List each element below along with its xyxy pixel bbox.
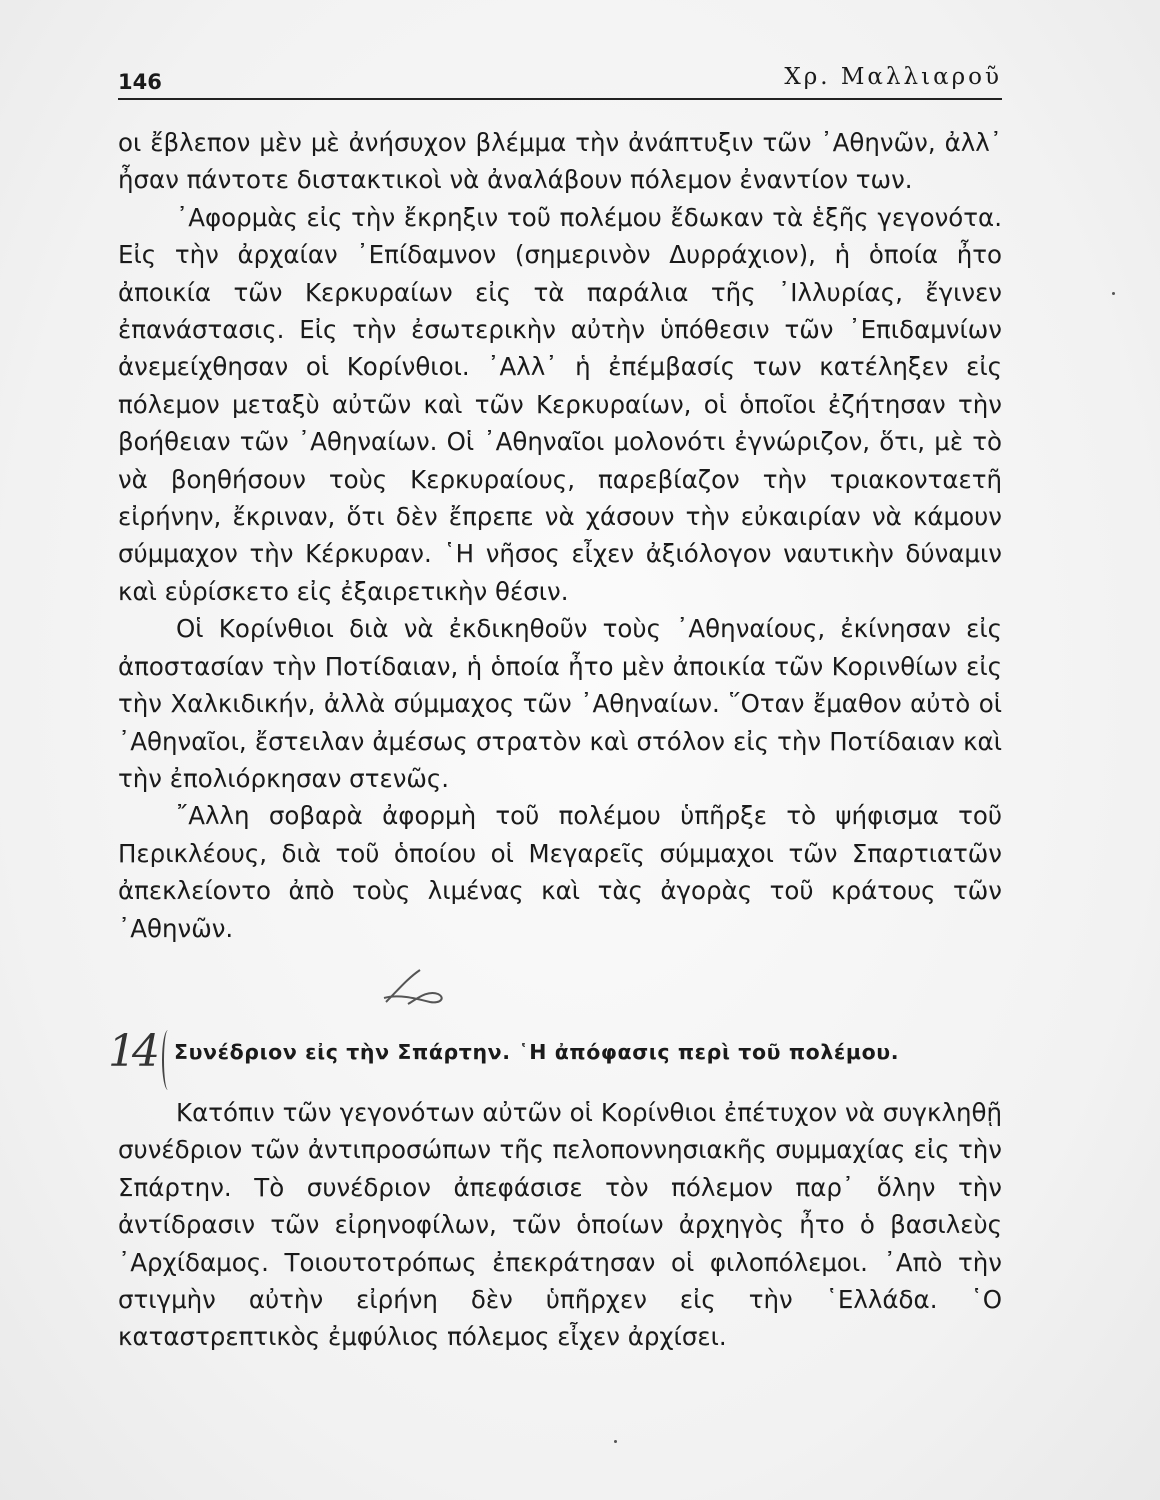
paragraph-2: ᾽Αφορμὰς εἰς τὴν ἔκρηξιν τοῦ πολέμου ἔδωκαν τὰ ἑξῆς γεγονότα. Εἰς τὴν ἀρχαίαν ᾽Επίδαμνον (σημερινὸν Δυρράχιον), ἡ ὁποία ἦτο ἀποικία τῶν Κερκυραίων εἰς τὰ παράλια τῆς ᾽Ιλλυρίας, ἔγινεν ἐπανάστασις. Εἰς τὴν ἐσωτερικὴν αὐτὴν ὑπόθεσιν τῶν ᾽Επιδαμνίων ἀνεμείχθησαν οἱ Κορίνθιοι. ᾽Αλλ᾽ ἡ ἐπέμβασίς των κατέληξεν εἰς πόλεμον μεταξὺ αὐτῶν καὶ τῶν Κερκυραίων, οἱ ὁποῖοι ἐζήτησαν τὴν βοήθειαν τῶν ᾽Αθηναίων. Οἱ ᾽Αθηναῖοι μολονότι ἐγνώριζον, ὅτι, μὲ τὸ νὰ βοηθήσουν τοὺς Κερκυραίους, παρεβίαζον τὴν τριακονταετῆ εἰρήνην, ἔκριναν, ὅτι δὲν ἔπρεπε νὰ χάσουν τὴν εὐκαιρίαν νὰ κάμουν σύμμαχον τὴν Κέρκυραν. ῾Η νῆσος εἶχεν ἀξιόλογον ναυτικὴν δύναμιν καὶ εὑρίσκετο εἰς ἐξαιρετικὴν θέσιν. bbox=[118, 202, 1002, 606]
paragraph-4: ῎Αλλη σοβαρὰ ἀφορμὴ τοῦ πολέμου ὑπῆρξε τὸ ψήφισμα τοῦ Περικλέους, διὰ τοῦ ὁποίου οἱ Μεγαρεῖς σύμμαχοι τῶν Σπαρτιατῶν ἀπεκλείοντο ἀπὸ τοὺς λιμένας καὶ τὰς ἀγορὰς τοῦ κράτους τῶν ᾽Αθηνῶν. bbox=[118, 801, 1002, 943]
pencil-cross-mark bbox=[378, 968, 448, 1008]
main-text bbox=[118, 124, 1002, 947]
scan-speck bbox=[1112, 292, 1115, 295]
paragraph-3: Οἱ Κορίνθιοι διὰ νὰ ἐκδικηθοῦν τοὺς ᾽Αθηναίους, ἐκίνησαν εἰς ἀποστασίαν τὴν Ποτίδαιαν, ἡ ὁποία ἦτο μὲν ἀποικία τῶν Κορινθίων εἰς τὴν Χαλκιδικήν, ἀλλὰ σύμμαχος τῶν ᾽Αθηναίων. ῞Οταν ἔμαθον αὐτὸ οἱ ᾽Αθηναῖοι, ἔστειλαν ἀμέσως στρατὸν καὶ στόλον εἰς τὴν Ποτίδαιαν καὶ τὴν ἐπολιόρκησαν στενῶς. bbox=[118, 614, 1002, 793]
scan-speck bbox=[614, 1440, 617, 1443]
running-title: Χρ. Μαλλιαροῦ bbox=[784, 64, 1002, 90]
section-text bbox=[118, 1094, 1002, 1356]
section-heading: Συνέδριον εἰς τὴν Σπάρτην. ῾Η ἀπόφασις περὶ τοῦ πολέμου. bbox=[174, 1040, 900, 1064]
section-paragraph: Κατόπιν τῶν γεγονότων αὐτῶν οἱ Κορίνθιοι ἐπέτυχον νὰ συγκληθῇ συνέδριον τῶν ἀντιπροσώπων τῆς πελοποννησιακῆς συμμαχίας εἰς τὴν Σπάρτην. Τὸ συνέδριον ἀπεφάσισε τὸν πόλεμον παρ᾽ ὅλην τὴν ἀντίδρασιν τῶν εἰρηνοφίλων, τῶν ὁποίων ἀρχηγὸς ἦτο ὁ βασιλεὺς ᾽Αρχίδαμος. Τοιουτοτρόπως ἐπεκράτησαν οἱ φιλοπόλεμοι. ᾽Απὸ τὴν στιγμὴν αὐτὴν εἰρήνη δὲν ὑπῆρχεν εἰς τὴν ῾Ελλάδα. ῾Ο καταστρεπτικὸς ἐμφύλιος πόλεμος εἶχεν ἀρχίσει. bbox=[118, 1098, 1002, 1352]
margin-section-number: 14 bbox=[108, 1026, 156, 1077]
page-header bbox=[118, 62, 1002, 100]
paragraph-1: οι ἔβλεπον μὲν μὲ ἀνήσυχον βλέμμα τὴν ἀνάπτυξιν τῶν ᾽Αθηνῶν, ἀλλ᾽ ἦσαν πάντοτε διστακτικοὶ νὰ ἀναλάβουν πόλεμον ἐναντίον των. bbox=[118, 128, 1002, 195]
margin-bracket bbox=[162, 1030, 174, 1090]
page-number: 146 bbox=[118, 70, 162, 94]
